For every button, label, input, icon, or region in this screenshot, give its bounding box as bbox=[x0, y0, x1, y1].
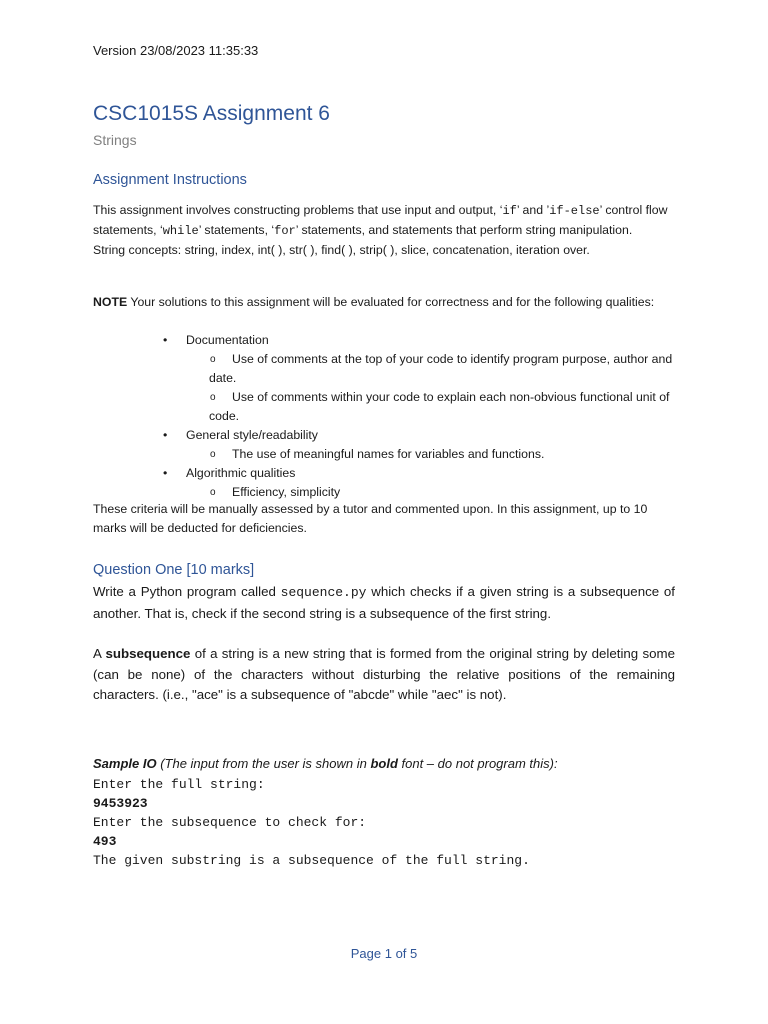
subsequence-term: subsequence bbox=[105, 646, 191, 661]
code-while: while bbox=[162, 224, 199, 238]
code-filename: sequence.py bbox=[280, 585, 367, 600]
io-line: 9453923 bbox=[93, 796, 148, 811]
criteria-list bbox=[93, 331, 683, 502]
p1-mid1: ’ and ’ bbox=[516, 203, 550, 217]
criteria-subitem: o Use of comments within your code to explain each non-obvious functional unit of code. bbox=[93, 388, 683, 426]
string-concepts-line: String concepts: string, index, int( ), str( ), find( ), strip( ), slice, concatenation, iteration over. bbox=[93, 243, 590, 257]
criteria-item: • Documentation bbox=[93, 331, 683, 350]
code-if-else: if-else bbox=[549, 204, 600, 218]
note-label: NOTE bbox=[93, 295, 128, 309]
note-paragraph bbox=[93, 293, 683, 312]
p1-post: ’ statements, and statements that perform string manipulation. bbox=[295, 223, 633, 237]
io-line: Enter the subsequence to check for: bbox=[93, 815, 367, 830]
version-line: Version 23/08/2023 11:35:33 bbox=[93, 43, 259, 58]
note-text: Your solutions to this assignment will be evaluated for correctness and for the following qualities: bbox=[127, 295, 655, 309]
code-for: for bbox=[274, 224, 296, 238]
io-line: 493 bbox=[93, 834, 117, 849]
document-title: CSC1015S Assignment 6 bbox=[93, 102, 330, 125]
criteria-subitem: o Efficiency, simplicity bbox=[93, 483, 683, 502]
p1-pre: This assignment involves constructing problems that use input and output, ‘ bbox=[93, 203, 503, 217]
criteria-item: • Algorithmic qualities bbox=[93, 464, 683, 483]
p1-mid3: ’ statements, ‘ bbox=[198, 223, 275, 237]
document-subtitle: Strings bbox=[93, 132, 137, 148]
io-line: Enter the full string: bbox=[93, 777, 265, 792]
subsequence-definition: A subsequence of a string is a new string that is formed from the original string by deleting some (can be none) of the characters without disturbing the relative positions of the remaining characters. (i.e., "ace" is a subsequence of "abcde" while "aec" is not). bbox=[93, 646, 675, 702]
question-one-paragraph: Write a Python program called sequence.py which checks if a given string is a subsequence of another. That is, check if the second string is a subsequence of the first string. bbox=[93, 584, 675, 621]
sample-io-label: Sample IO bbox=[93, 756, 157, 771]
instructions-heading: Assignment Instructions bbox=[93, 172, 247, 188]
sample-io-block bbox=[93, 775, 530, 870]
sample-io-heading: Sample IO (The input from the user is shown in bold font – do not program this): bbox=[93, 756, 558, 771]
p1-mid2: ’ control flow statements, ‘ bbox=[93, 203, 668, 237]
criteria-item: • General style/readability bbox=[93, 426, 683, 445]
instructions-paragraph bbox=[93, 201, 683, 260]
question-one-heading: Question One [10 marks] bbox=[93, 562, 255, 578]
code-if: if bbox=[502, 204, 517, 218]
page-footer: Page 1 of 5 bbox=[350, 946, 418, 961]
criteria-closing: These criteria will be manually assessed by a tutor and commented upon. In this assignment, up to 10 marks will be deducted for deficiencies. bbox=[93, 502, 648, 535]
criteria-subitem: o The use of meaningful names for variables and functions. bbox=[93, 445, 683, 464]
io-line: The given substring is a subsequence of the full string. bbox=[93, 853, 530, 868]
criteria-subitem: o Use of comments at the top of your code to identify program purpose, author and date. bbox=[93, 350, 683, 388]
